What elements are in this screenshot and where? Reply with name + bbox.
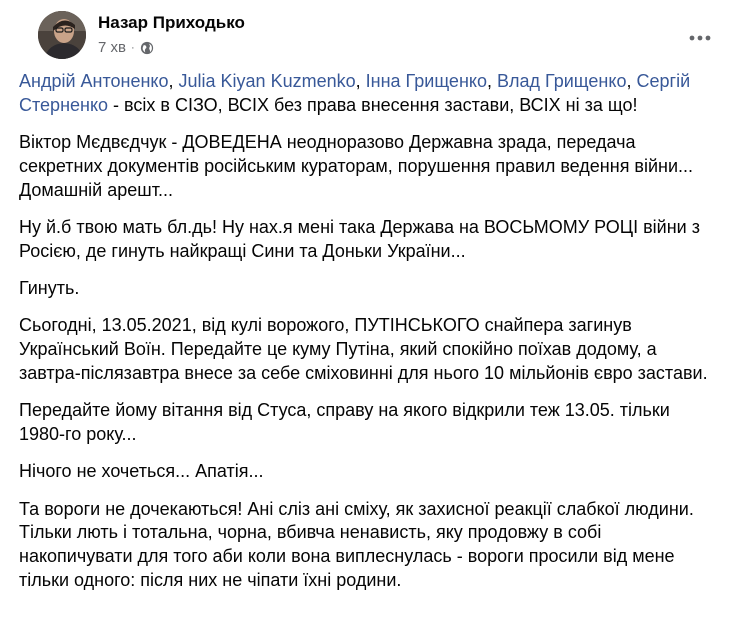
post-paragraph: Нічого не хочеться... Апатія...: [19, 461, 264, 482]
post-paragraph: Гинуть.: [19, 278, 80, 299]
meta-separator: ·: [130, 41, 135, 54]
mention-separator: ,: [168, 71, 179, 91]
mention-link[interactable]: Влад Грищенко: [496, 71, 627, 91]
mention-link[interactable]: Андрій Антоненко: [19, 71, 169, 91]
more-options-button[interactable]: [682, 20, 718, 56]
mention-separator: ,: [355, 71, 366, 91]
post-body: [19, 70, 709, 606]
post-paragraph: Та вороги не дочекаються! Ані сліз ані сміху, як захисної реакції слабкої людини. Тільки лють і тотальна, чорна, вбивча ненависть, яку продовжу в собі накопичувати для того аби коли вона виплеснулась - вороги просили від мене тільки одного: після них не чіпати їхні родини.: [19, 498, 694, 591]
post-paragraph: Передайте йому вітання від Стуса, справу на якого відкрили теж 13.05. тільки 1980-го року...: [19, 400, 670, 445]
post-paragraph: Віктор Мєдвєдчук - ДОВЕДЕНА неодноразово Державна зрада, передача секретних документів російським кураторам, порушення правил ведення війни... Домашній арешт...: [19, 132, 694, 200]
post-author-name[interactable]: Назар Приходько: [98, 13, 245, 32]
avatar[interactable]: [38, 11, 86, 59]
post-timestamp[interactable]: 7 хв: [98, 39, 126, 56]
mentions-paragraph: [19, 70, 709, 118]
post-header: [19, 0, 732, 70]
mention-separator: ,: [626, 71, 637, 91]
mention-link[interactable]: Julia Kiyan Kuzmenko: [178, 71, 356, 91]
avatar-photo-icon: [38, 11, 86, 59]
post-meta: [98, 39, 154, 56]
three-dots-icon: [689, 35, 711, 41]
post-paragraph: Ну й.б твою мать бл.дь! Ну нах.я мені така Держава на ВОСЬМОМУ РОЦІ війни з Росією, де гинуть найкращі Сини та Доньки України...: [19, 216, 700, 261]
globe-icon[interactable]: [140, 41, 154, 55]
mention-link[interactable]: Сергій Стерненко: [19, 71, 691, 115]
post-paragraph: Сьогодні, 13.05.2021, від кулі ворожого, ПУТІНСЬКОГО снайпера загинув Український Воїн. Передайте це куму Путіна, який спокійно поїхав додому, а завтра-післязавтра внесе за себе сміховинні для нього 10 мільйонів євро застави.: [19, 315, 708, 383]
mention-tail-text: - всіх в СІЗО, ВСІХ без права внесення застави, ВСІХ ні за що!: [108, 94, 638, 115]
mention-link[interactable]: Інна Грищенко: [365, 71, 487, 91]
mention-separator: ,: [486, 71, 497, 91]
